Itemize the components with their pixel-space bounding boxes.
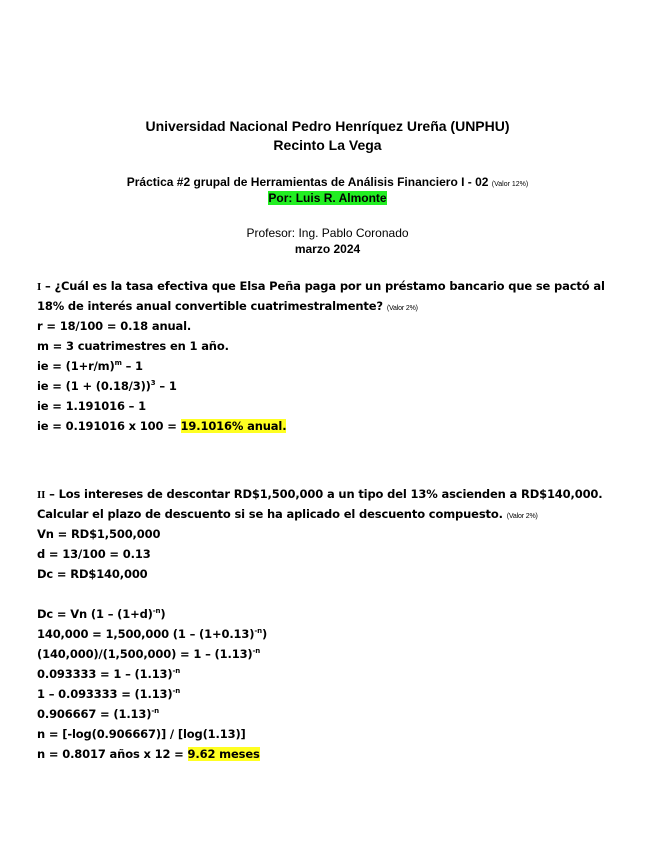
problem1-formula-3: ie = 1.191016 – 1 (37, 399, 146, 413)
problem2-step-1: Dc = Vn $(1 - (1+d)^{-n})$ (37, 607, 166, 621)
university-name: Universidad Nacional Pedro Henríquez Ureña (UNPHU) (145, 118, 510, 134)
problem2-value: (Valor 2%) (506, 513, 538, 520)
problem1-result: ie = 0.191016 x 100 = 19.1016% anual. (37, 419, 287, 433)
problem2-answer: 9.62 meses (187, 747, 260, 761)
problem1-numeral: I (37, 281, 42, 293)
problem1-formula-1: ie = $(1+r/m)^m - 1$ (37, 359, 143, 373)
practice-value: (Valor 12%) (491, 181, 529, 188)
problem1-question-line1: I – ¿Cuál es la tasa efectiva que Elsa Peña paga por un préstamo bancario que se pactó al (37, 279, 605, 293)
problem1-line: m = 3 cuatrimestres en 1 año. (37, 339, 229, 353)
problem1-formula-2: ie = $(1 + (0.18/3))^3 - 1$ (37, 379, 177, 393)
problem2-question-line2: Calcular el plazo de descuento si se ha aplicado el descuento compuesto. (Valor 2%) (37, 507, 538, 521)
problem2-step-4: $0.093333 = 1 - (1.13)^{-n}$ (37, 667, 181, 681)
problem2-given: Vn = RD$1,500,000 (37, 527, 161, 541)
problem1-question-line2: 18% de interés anual convertible cuatrimestralmente? (Valor 2%) (37, 299, 418, 313)
date: marzo 2024 (294, 242, 361, 256)
problem2-step-7: n = [-log(0.906667)] / [log(1.13)] (37, 727, 246, 741)
problem2-step-3: $(140,000)/(1,500,000) = 1 - (1.13)^{-n}$ (37, 647, 261, 661)
problem2-given: d = 13/100 = 0.13 (37, 547, 151, 561)
problem2-step-5: $1 - 0.093333 = (1.13)^{-n}$ (37, 687, 181, 701)
problem2-step-6: $0.906667 = (1.13)^{-n}$ (37, 707, 159, 721)
problem1-line: r = 18/100 = 0.18 anual. (37, 319, 192, 333)
practice-title-line (0, 175, 655, 189)
professor: Profesor: Ing. Pablo Coronado (246, 226, 409, 240)
problem2-step-2: 140,000 = 1,500,000 $(1 - (1+0.13)^{-n})$ (37, 627, 268, 641)
problem2-result: n = 0.8017 años x 12 = 9.62 meses (37, 747, 260, 761)
problem2-given: Dc = RD$140,000 (37, 567, 148, 581)
problem1-answer: 19.1016% anual. (180, 419, 287, 433)
problem2-question-line1: II – Los intereses de descontar RD$1,500,000 a un tipo del 13% ascienden a RD$140,000. (37, 487, 603, 501)
problem2-numeral: II (37, 489, 46, 501)
author-line (0, 191, 655, 205)
problem1-value: (Valor 2%) (386, 305, 418, 312)
author-name: Por: Luis R. Almonte (268, 191, 387, 205)
campus-name: Recinto La Vega (273, 137, 382, 153)
practice-title: Práctica #2 grupal de Herramientas de Análisis Financiero I - 02 (126, 175, 489, 189)
